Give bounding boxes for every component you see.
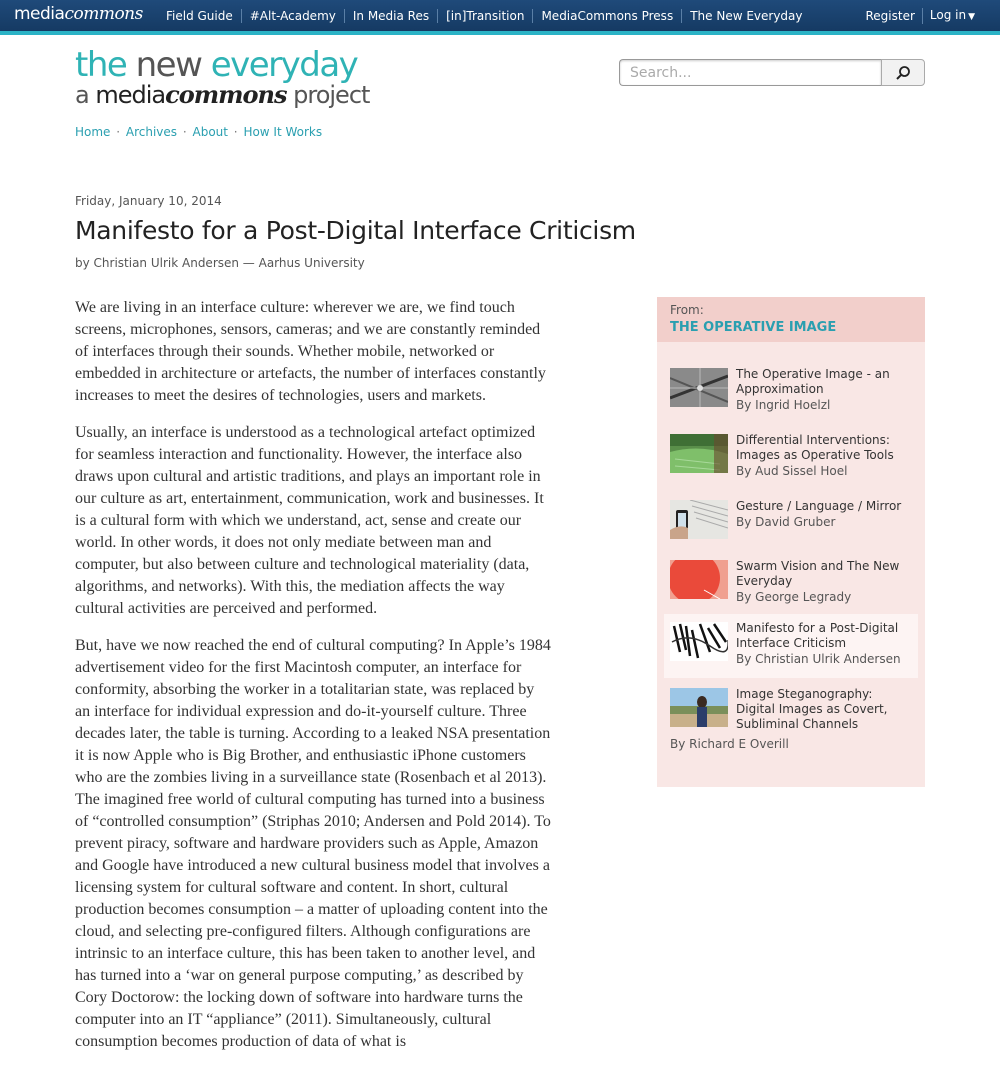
topnav-field-guide[interactable]: Field Guide <box>166 8 233 23</box>
series-sidebar <box>657 297 925 787</box>
search-button[interactable] <box>881 59 925 86</box>
series-item[interactable] <box>664 492 918 556</box>
logo-word-project: project <box>286 81 370 109</box>
series-item-author: By Ingrid Hoelzl <box>736 398 831 412</box>
topnav-alt-academy[interactable]: #Alt-Academy <box>241 9 344 23</box>
article-body <box>75 297 553 1068</box>
nav-home[interactable]: Home <box>75 125 111 139</box>
series-item[interactable] <box>664 552 918 616</box>
account-links <box>858 0 982 31</box>
series-item-title[interactable]: The Operative Image - an Approximation <box>736 367 890 396</box>
series-item-title[interactable]: Manifesto for a Post-Digital Interface Criticism <box>736 621 899 650</box>
series-item-author: By Christian Ulrik Andersen <box>736 652 901 666</box>
nav-separator: · <box>179 125 191 139</box>
series-item[interactable] <box>664 426 918 490</box>
page-title: Manifesto for a Post-Digital Interface Criticism <box>75 216 636 245</box>
nav-archives[interactable]: Archives <box>125 125 178 139</box>
thumbnail-image <box>670 560 728 599</box>
brand-text-media: media <box>14 4 65 24</box>
series-item-author: By David Gruber <box>736 515 836 529</box>
series-item-text <box>736 433 914 479</box>
register-link[interactable]: Register <box>865 8 915 23</box>
logo-word-new: new <box>135 45 202 85</box>
logo-word-everyday: everyday <box>201 45 358 85</box>
series-item-author: By Richard E Overill <box>670 737 789 751</box>
series-item-title[interactable]: Image Steganography: Digital Images as Covert, Subliminal Channels <box>736 687 888 731</box>
search-form <box>619 59 925 86</box>
logo-word-commons: commons <box>165 80 287 109</box>
series-item[interactable] <box>664 360 918 424</box>
caret-down-icon: ▼ <box>968 11 975 22</box>
topnav-the-new-everyday[interactable]: The New Everyday <box>681 9 810 23</box>
login-label: Log in <box>929 7 967 22</box>
series-title-link[interactable]: THE OPERATIVE IMAGE <box>670 320 837 335</box>
nav-separator: · <box>229 125 242 139</box>
global-top-bar <box>0 0 1000 35</box>
top-network-nav <box>158 0 811 31</box>
article-paragraph: But, have we now reached the end of cultural computing? In Apple’s 1984 advertisement video for the first Macintosh computer, an interface for conformity, absorbing the worker in a totalitarian state, was replaced by an interface for individual expression and do-it-yourself culture. Three decades later, the table is turning. According to a leaked NSA presentation it is now Apple who is Big Brother, and enthusiastic iPhone customers who are the zombies living in a surveillance state (Rosenbach et al 2013). The imagined free world of cultural computing has turned into a business of “controlled consumption” (Striphas 2010; Andersen and Pold 2014). To prevent piracy, software and hardware providers such as Apple, Amazon and Google have introduced a new cultural business model that involves a licensing system for cultural software and content. In short, cultural production becomes consumption – a matter of uploading content into the cloud, and selecting pre-configured filters. Although configurations are intrinsic to an interface culture, this has been taken to another level, and has turned into a ‘war on general purpose computing,’ as described by Cory Doctorow: the locking down of software into hardware turns the computer into an IT “appliance” (2011). Simultaneously, cultural consumption becomes production of data of what is <box>75 637 551 1050</box>
nav-about[interactable]: About <box>192 125 228 139</box>
series-item-text <box>736 499 914 530</box>
series-item-author: By George Legrady <box>736 590 852 604</box>
logo-line-2 <box>75 82 375 108</box>
topnav-mediacommons-press[interactable]: MediaCommons Press <box>532 9 681 23</box>
series-item-title[interactable]: Swarm Vision and The New Everyday <box>736 559 900 588</box>
series-item-title[interactable]: Differential Interventions: Images as Operative Tools <box>736 433 894 462</box>
nav-how-it-works[interactable]: How It Works <box>243 125 323 139</box>
series-item-text <box>736 559 914 605</box>
thumbnail-image <box>670 622 728 661</box>
article-date: Friday, January 10, 2014 <box>75 194 222 208</box>
nav-separator: · <box>112 125 124 139</box>
series-item[interactable] <box>664 680 918 760</box>
series-item-current[interactable] <box>664 614 918 678</box>
series-item-author: By Aud Sissel Hoel <box>736 464 848 478</box>
logo-line-1 <box>75 45 375 85</box>
brand-text-commons: commons <box>64 4 143 24</box>
topnav-in-media-res[interactable]: In Media Res <box>344 9 437 23</box>
logo-word-a: a <box>75 81 96 109</box>
thumbnail-image <box>670 688 728 727</box>
series-item-text <box>736 621 914 667</box>
thumbnail-image <box>670 500 728 539</box>
mediacommons-brand-link[interactable] <box>14 4 143 24</box>
search-icon <box>895 65 911 81</box>
thumbnail-image <box>670 434 728 473</box>
series-item-title[interactable]: Gesture / Language / Mirror <box>736 499 902 513</box>
site-nav <box>75 125 322 139</box>
logo-word-the: the <box>75 45 136 85</box>
site-logo[interactable] <box>75 45 375 109</box>
series-item-text <box>736 367 914 413</box>
series-item-text <box>736 687 914 732</box>
article-paragraph: We are living in an interface culture: wherever we are, we find touch screens, microphones, sensors, cameras; and we are constantly reminded of interfaces through their sounds. Whether mobile, networked or embedded in architecture or artefacts, the number of interfaces constantly increases to meet the desires of technologies, users and markets. <box>75 299 546 404</box>
article-byline: by Christian Ulrik Andersen — Aarhus University <box>75 256 365 270</box>
topnav-in-transition[interactable]: [in]Transition <box>437 9 532 23</box>
thumbnail-image <box>670 368 728 407</box>
series-from-label: From: <box>670 303 704 317</box>
series-header <box>657 297 925 342</box>
article-paragraph: Usually, an interface is understood as a technological artefact optimized for seamless interaction and functionality. However, the interface also draws upon cultural and artistic traditions, and plays an important role in our culture as art, entertainment, communication, work and businesses. It is a cultural form with which we understand, act, sense and create our world. In other words, it does not only mediate between man and computer, but also between culture and technological materiality (data, algorithms, and networks). With this, the mediation affects the way cultural activities are perceived and performed. <box>75 424 544 617</box>
logo-word-media: media <box>95 81 166 109</box>
search-input[interactable] <box>619 59 881 86</box>
login-dropdown[interactable] <box>922 8 982 24</box>
